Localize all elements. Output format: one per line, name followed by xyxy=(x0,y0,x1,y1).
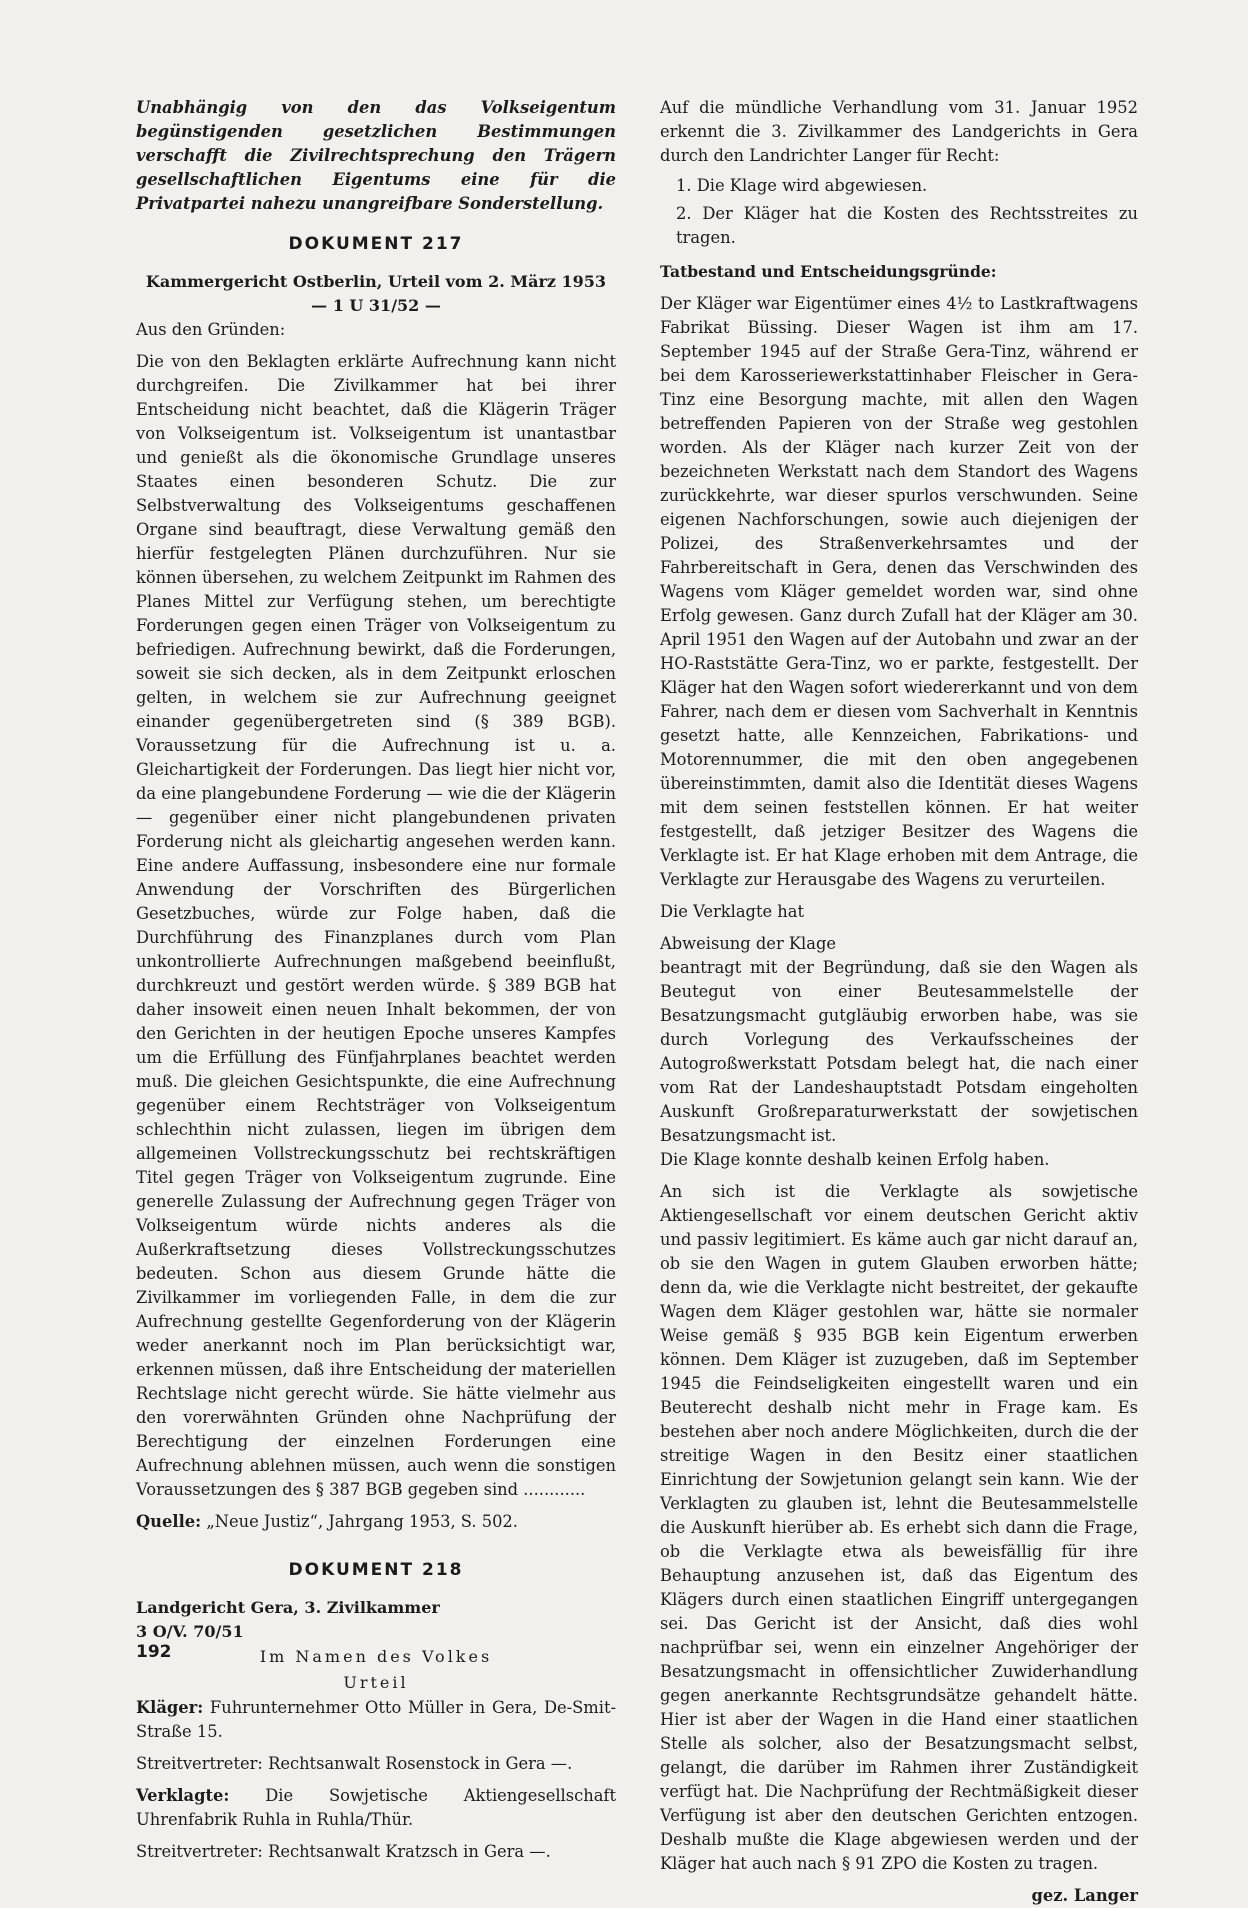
page-number: 192 xyxy=(136,1642,172,1662)
right-column xyxy=(660,96,1138,1908)
court-reasoning: An sich ist die Verklagte als sowjetische Aktiengesellschaft vor einem deutschen Gericht aktiv und passiv legitimiert. Es käme auch gar nicht darauf an, ob sie den Wagen in gutem Glauben erworben hätte; denn da, wie die Verklagte nicht bestreitet, der gekaufte Wagen dem Kläger gestohlen war, hätte sie normaler Weise gemäß § 935 BGB kein Eigentum erwerben können. Dem Kläger ist zuzugeben, daß im September 1945 die Feindseligkeiten eingestellt waren und ein Beuterecht deshalb nicht mehr in Frage kam. Es bestehen aber noch andere Möglichkeiten, durch die der streitige Wagen in den Besitz einer staatlichen Einrichtung der Sowjetunion gelangt sein kann. Wie der Verklagten zu glauben ist, lehnt die Beutesammelstelle die Auskunft hierüber ab. Es erhebt sich dann die Frage, ob die Verklagte etwa als beweisfällig für ihre Behauptung anzusehen ist, daß das Eigentum des Klägers durch einen staatlichen Eingriff untergegangen sei. Das Gericht ist der Ansicht, daß dies wohl nachprüfbar sei, wenn ein einzelner Angehöriger der Besatzungsmacht in offensichtlicher Zuwiderhandlung gegen anerkannte Rechtsgrundsätze gehandelt hätte. Hier ist aber der Wagen in die Hand einer staatlichen Stelle als solcher, also der Besatzungsmacht selbst, gelangt, die darüber im Rahmen ihrer Zuständigkeit verfügt hat. Die Nachprüfung der Rechtmäßigkeit dieser Verfügung ist aber den deutschen Gerichten entzogen. Deshalb mußte die Klage abgewiesen werden und der Kläger hat auch nach § 91 ZPO die Kosten zu tragen. xyxy=(660,1182,1138,1873)
plaintiff-label: Kläger: xyxy=(136,1698,204,1717)
judgment-label: Urteil xyxy=(343,1673,409,1692)
judgment-item: 1. Die Klage wird abgewiesen. xyxy=(676,176,928,195)
left-column xyxy=(136,96,616,1864)
intro-note xyxy=(136,96,616,216)
in-the-name-of-the-people: Im Namen des Volkes xyxy=(259,1647,493,1666)
document-217-reference: — 1 U 31/52 — xyxy=(311,296,441,315)
document-217-from-reasons: Aus den Gründen: xyxy=(136,320,286,339)
document-217-body: Die von den Beklagten erklärte Aufrechnung kann nicht durchgreifen. Die Zivilkammer hat bei ihrer Entscheidung nicht beachtet, daß die Klägerin Träger von Volkseigentum ist. Volkseigentum ist unantastbar und genießt als die ökonomische Grundlage unseres Staates einen besonderen Schutz. Die zur Selbstverwaltung des Volkseigentums geschaffenen Organe sind beauftragt, diese Verwaltung gemäß den hierfür festgelegten Plänen durchzuführen. Nur sie können übersehen, zu welchem Zeitpunkt im Rahmen des Planes Mittel zur Verfügung stehen, um berechtigte Forderungen gegen einen Träger von Volkseigentum zu befriedigen. Aufrechnung bewirkt, daß die Forderungen, soweit sie sich decken, als in dem Zeitpunkt erloschen gelten, in welchem sie zur Aufrechnung geeignet einander gegenübergetreten sind (§ 389 BGB). Voraussetzung für die Aufrechnung ist u. a. Gleichartigkeit der Forderungen. Das liegt hier nicht vor, da eine plangebundene Forderung — wie die der Klägerin — gegenüber einer nicht plangebundenen privaten Forderung nicht als gleichartig angesehen werden kann. Eine andere Auffassung, insbesondere eine nur formale Anwendung der Vorschriften des Bürgerlichen Gesetzbuches, würde zur Folge haben, daß die Durchführung des Finanzplanes durch vom Plan unkontrollierte Aufrechnungen maßgebend beeinflußt, durchkreuzt und gestört werden würde. § 389 BGB hat daher insoweit einen neuen Inhalt bekommen, der von den Gerichten in der heutigen Epoche unseres Kampfes um die Erfüllung des Fünfjahrplanes beachtet werden muß. Die gleichen Gesichtspunkte, die eine Aufrechnung gegenüber einem Rechtsträger von Volkseigentum schlechthin nicht zulassen, liegen im übrigen dem allgemeinen Vollstreckungsschutz bei rechtskräftigen Titel gegen Träger von Volkseigentum zugrunde. Eine generelle Zulassung der Aufrechnung gegen Träger von Volkseigentum würde nichts anderes als die Außerkraftsetzung dieses Vollstreckungsschutzes bedeuten. Schon aus diesem Grunde hätte die Zivilkammer im vorliegenden Falle, in dem die zur Aufrechnung gestellte Gegenforderung von der Klägerin weder anerkannt noch im Plan berücksichtigt war, erkennen müssen, daß ihre Entscheidung der materiellen Rechtslage nicht gerecht würde. Sie hätte vielmehr aus den vorerwähnten Gründen ohne Nachprüfung der Berechtigung der einzelnen Forderungen eine Aufrechnung ablehnen müssen, auch wenn die sonstigen Voraussetzungen des § 387 BGB gegeben sind ............ xyxy=(136,352,616,1499)
defendant xyxy=(136,1784,616,1832)
signature: gez. Langer xyxy=(1031,1886,1138,1905)
document-217-source xyxy=(136,1510,616,1534)
intro-text: Unabhängig von den das Volkseigentum begünstigenden gesetzlichen Bestimmungen verschafft die Zivilrechtsprechung den Trägern gesellschaftlichen Eigentums eine für die Privatpartei nahezu unangreifbare Sonderstellung. xyxy=(136,98,616,213)
source-text: „Neue Justiz“, Jahrgang 1953, S. 502. xyxy=(206,1512,518,1531)
defendant-label: Verklagte: xyxy=(136,1786,230,1805)
defendant-text: Die Sowjetische Aktiengesellschaft Uhrenfabrik Ruhla in Ruhla/Thür. xyxy=(136,1786,616,1829)
no-success-statement: Die Klage konnte deshalb keinen Erfolg haben. xyxy=(660,1150,1050,1169)
plaintiff-counsel: Streitvertreter: Rechtsanwalt Rosenstock in Gera —. xyxy=(136,1754,573,1773)
defense-reasoning: beantragt mit der Begründung, daß sie den Wagen als Beutegut von einer Beutesammelstelle der Besatzungsmacht gutgläubig erworben habe, was sie durch Vorlegung des Verkaufsscheines der Autogroßwerkstatt Potsdam belegt hat, die nach einer vom Rat der Landeshauptstadt Potsdam eingeholten Auskunft Großreparaturwerkstatt der sowjetischen Besatzungsmacht ist. xyxy=(660,958,1138,1145)
defendant-counsel: Streitvertreter: Rechtsanwalt Kratzsch in Gera —. xyxy=(136,1842,551,1861)
document-218-heading: DOKUMENT 218 xyxy=(288,1560,464,1580)
document-217-heading: DOKUMENT 217 xyxy=(288,234,464,254)
defendant-has: Die Verklagte hat xyxy=(660,902,805,921)
plaintiff xyxy=(136,1696,616,1744)
facts-heading: Tatbestand und Entscheidungsgründe: xyxy=(660,262,997,281)
source-label: Quelle: xyxy=(136,1512,202,1531)
judgment-items xyxy=(676,174,1138,250)
document-218-court: Landgericht Gera, 3. Zivilkammer xyxy=(136,1598,440,1617)
plaintiff-text: Fuhrunternehmer Otto Müller in Gera, De-Smit-Straße 15. xyxy=(136,1698,616,1741)
facts-body: Der Kläger war Eigentümer eines 4½ to Lastkraftwagens Fabrikat Büssing. Dieser Wagen ist ihm am 17. September 1945 auf der Straße Gera-Tinz, während er bei dem Karosseriewerkstattinhaber Fleischer in Gera-Tinz eine Besorgung machte, mit allen den Wagen betreffenden Papieren von der Straße weg gestohlen worden. Als der Kläger nach kurzer Zeit von der bezeichneten Werkstatt nach dem Standort des Wagens zurückkehrte, war dieser spurlos verschwunden. Seine eigenen Nachforschungen, sowie auch diejenigen der Polizei, des Straßenverkehrsamtes und der Fahrbereitschaft in Gera, denen das Verschwinden des Wagens vom Kläger gemeldet worden war, sind ohne Erfolg gewesen. Ganz durch Zufall hat der Kläger am 30. April 1951 den Wagen auf der Autobahn und zwar an der HO-Raststätte Gera-Tinz, wo er parkte, festgestellt. Der Kläger hat den Wagen sofort wiedererkannt und von dem Fahrer, nach dem er diesen vom Sachverhalt in Kenntnis gesetzt hatte, alle Kennzeichen, Fabrikations- und Motorennummer, die mit den oben angegebenen übereinstimmten, damit also die Identität dieses Wagens mit dem seinen feststellen können. Er hat weiter festgestellt, daß jetziger Besitzer des Wagens die Verklagte ist. Er hat Klage erhoben mit dem Antrage, die Verklagte zur Herausgabe des Wagens zu verurteilen. xyxy=(660,294,1138,889)
document-217-court: Kammergericht Ostberlin, Urteil vom 2. März 1953 xyxy=(145,272,607,291)
document-218-reference: 3 O/V. 70/51 xyxy=(136,1622,244,1641)
dismissal-request: Abweisung der Klage xyxy=(660,934,837,953)
judgment-opening: Auf die mündliche Verhandlung vom 31. Januar 1952 erkennt die 3. Zivilkammer des Landgerichts in Gera durch den Landrichter Langer für Recht: xyxy=(660,98,1138,165)
judgment-item: 2. Der Kläger hat die Kosten des Rechtsstreites zu tragen. xyxy=(676,204,1138,247)
